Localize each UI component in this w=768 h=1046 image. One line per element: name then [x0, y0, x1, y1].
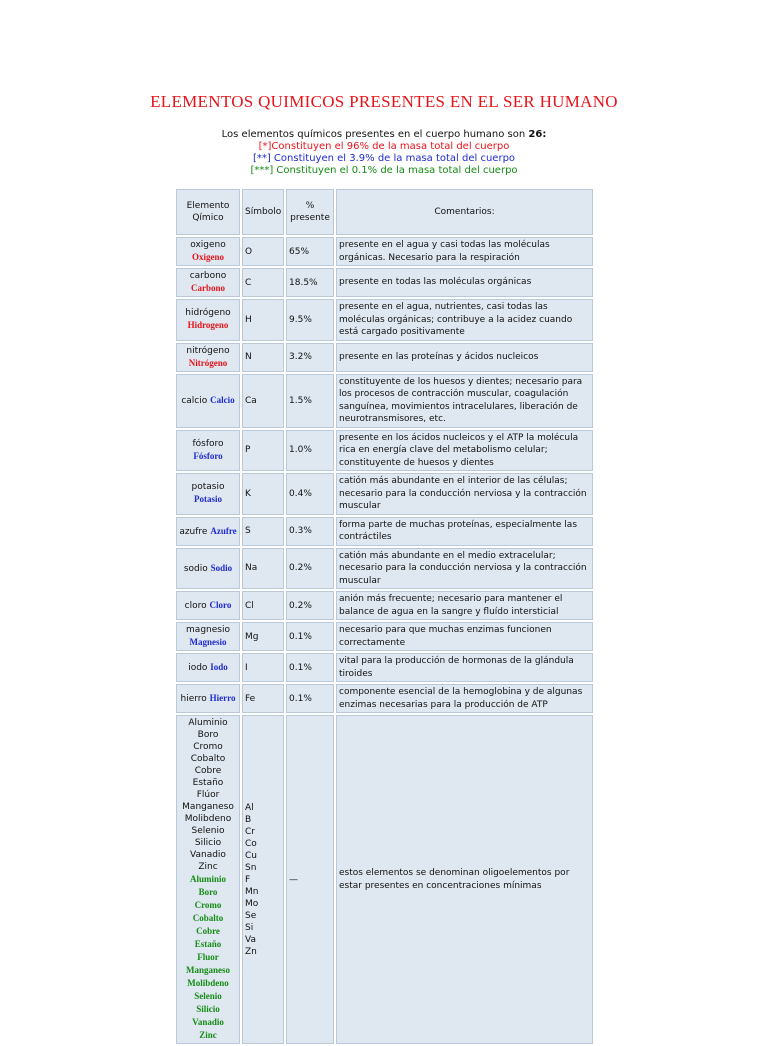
comment-cell: componente esencial de la hemoglobina y de algunas enzimas necesarias para la producción de ATP [336, 684, 593, 713]
symbol-cell: P [242, 430, 284, 472]
element-name: iodo [188, 663, 208, 673]
element-name: azufre [179, 526, 208, 537]
intro-line [0, 129, 768, 141]
element-latin-name: Molibdeno [187, 978, 229, 988]
symbol-cell: Fe [242, 684, 284, 713]
element-latin-name: Cobalto [192, 913, 224, 923]
element-latin-name: Estaño [194, 939, 222, 949]
comment-cell: presente en todas las moléculas orgánicas [336, 268, 593, 297]
element-latin-name: Sodio [210, 562, 233, 573]
percent-cell: 0.2% [286, 548, 334, 590]
symbol-cell: Na [242, 548, 284, 590]
percent-cell: 0.3% [286, 517, 334, 546]
element-symbol: F [245, 874, 251, 885]
comment-cell: anión más frecuente; necesario para mantener el balance de agua en la sangre y fluído intersticial [336, 591, 593, 620]
percent-cell: 0.1% [286, 622, 334, 651]
element-name-cell [176, 548, 240, 590]
symbol-cell: Ca [242, 374, 284, 428]
element-name: fósforo [192, 438, 224, 449]
intro-line-blue: [**] Constituyen el 3.9% de la masa total del cuerpo [252, 153, 516, 164]
element-name: Manganeso [182, 802, 234, 812]
element-name-cell [176, 430, 240, 472]
element-name-cell [176, 653, 240, 682]
symbol-cell: Cl [242, 591, 284, 620]
element-name-cell [176, 237, 240, 266]
element-name: Aluminio [188, 718, 228, 728]
element-name-cell [176, 517, 240, 546]
element-symbol: Cr [245, 826, 255, 837]
element-latin-name: Aluminio [189, 874, 226, 884]
percent-cell: 0.1% [286, 653, 334, 682]
element-latin-name: Zinc [199, 1030, 217, 1040]
comment-cell: catión más abundante en el interior de las células; necesario para la conducción nerviosa y la contracción muscular [336, 473, 593, 515]
intro-prefix: Los elementos químicos presentes en el cuerpo humano son [221, 129, 526, 140]
element-name-cell [176, 684, 240, 713]
element-name: hidrógeno [185, 308, 231, 319]
percent-cell: 65% [286, 237, 334, 266]
element-name-cell [176, 299, 240, 341]
table-row [176, 299, 593, 341]
table-row-trace-elements [176, 715, 593, 1044]
page-title: ELEMENTOS QUIMICOS PRESENTES EN EL SER HUMANO [150, 92, 618, 111]
comment-cell: constituyente de los huesos y dientes; necesario para los procesos de contracción muscular, coagulación sanguínea, movimientos intracelulares, liberación de neurotransmisores, etc. [336, 374, 593, 428]
percent-cell: 1.5% [286, 374, 334, 428]
element-name: Cobalto [190, 754, 226, 764]
element-name-cell [176, 473, 240, 515]
element-symbol: Zn [245, 946, 257, 957]
element-name-cell [176, 622, 240, 651]
intro-count: 26 [528, 129, 543, 140]
element-latin-name: Cloro [209, 600, 232, 610]
elements-table [174, 187, 595, 1046]
element-latin-name: Hidrogeno [187, 320, 229, 331]
header-comments: Comentarios: [336, 189, 593, 235]
element-name: Zinc [198, 862, 218, 872]
element-name: Boro [197, 730, 219, 740]
element-symbol: Va [245, 934, 256, 945]
intro-block [0, 129, 768, 177]
element-name: Estaño [192, 778, 224, 788]
table-row [176, 374, 593, 428]
element-latin-name: Carbono [190, 283, 225, 293]
element-name: nitrógeno [186, 345, 230, 356]
table-row [176, 343, 593, 372]
element-name-cell [176, 374, 240, 428]
element-symbol: Mo [245, 898, 259, 909]
element-latin-name: Hierro [209, 693, 236, 703]
element-name: Vanadio [190, 850, 226, 860]
element-name: Silicio [194, 838, 222, 848]
element-name: Flúor [196, 790, 220, 800]
element-name-cell [176, 343, 240, 372]
element-name: magnesio [186, 625, 230, 635]
element-latin-name: Calcio [210, 395, 235, 405]
intro-line-green: [***] Constituyen el 0.1% de la masa total del cuerpo [250, 165, 518, 176]
element-latin-name: Cobre [196, 926, 220, 936]
percent-cell: 0.2% [286, 591, 334, 620]
table-row [176, 548, 593, 590]
element-symbol: Si [245, 922, 254, 933]
element-latin-name: Magnesio [189, 637, 227, 647]
element-symbol: Mn [245, 886, 259, 897]
header-symbol: Símbolo [242, 189, 284, 235]
element-latin-name: Fósforo [193, 450, 223, 461]
element-symbol: Cu [245, 850, 257, 861]
element-latin-name: Vanadio [192, 1017, 224, 1027]
element-latin-name: Manganeso [185, 965, 230, 975]
symbol-cell: C [242, 268, 284, 297]
percent-cell: 0.1% [286, 684, 334, 713]
element-symbol: B [245, 814, 252, 825]
element-latin-name: Iodo [210, 662, 228, 672]
symbol-cell: K [242, 473, 284, 515]
element-latin-name: Selenio [194, 991, 222, 1001]
percent-cell: 18.5% [286, 268, 334, 297]
table-header-row [176, 189, 593, 235]
element-name: Cromo [193, 742, 223, 752]
symbol-cell: I [242, 653, 284, 682]
element-symbol: Sn [245, 862, 257, 873]
element-symbol: Al [245, 802, 254, 813]
symbol-cell: O [242, 237, 284, 266]
comment-cell: presente en el agua, nutrientes, casi todas las moléculas orgánicas; contribuye a la acidez cuando está cargado positivamente [336, 299, 593, 341]
symbol-cell: N [242, 343, 284, 372]
comment-cell: estos elementos se denominan oligoelementos por estar presentes en concentraciones mínimas [336, 715, 593, 1044]
symbol-cell: Mg [242, 622, 284, 651]
element-symbol: Co [245, 838, 257, 849]
element-latin-name: Potasio [194, 494, 222, 505]
percent-cell: 3.2% [286, 343, 334, 372]
percent-cell: 9.5% [286, 299, 334, 341]
comment-cell: catión más abundante en el medio extracelular; necesario para la conducción nerviosa y la contracción muscular [336, 548, 593, 590]
comment-cell: necesario para que muchas enzimas funcionen correctamente [336, 622, 593, 651]
table-row [176, 653, 593, 682]
table-row [176, 268, 593, 297]
element-name-cell [176, 715, 240, 1044]
element-symbol: Se [245, 910, 257, 921]
element-latin-name: Silicio [196, 1004, 220, 1014]
intro-line-red: [*]Constituyen el 96% de la masa total del cuerpo [258, 141, 510, 152]
symbol-cell: H [242, 299, 284, 341]
element-name-cell [176, 591, 240, 620]
element-name: carbono [189, 271, 227, 281]
element-latin-name: Oxigeno [191, 252, 224, 262]
comment-cell: presente en los ácidos nucleicos y el ATP la molécula rica en energía clave del metabolismo celular; constituyente de huesos y dientes [336, 430, 593, 472]
element-latin-name: Fluor [197, 952, 219, 962]
comment-cell: presente en las proteínas y ácidos nucleicos [336, 343, 593, 372]
element-latin-name: Cromo [194, 900, 222, 910]
element-latin-name: Azufre [210, 525, 237, 536]
element-name: Selenio [191, 826, 225, 836]
comment-cell: vital para la producción de hormonas de la glándula tiroides [336, 653, 593, 682]
comment-cell: presente en el agua y casi todas las moléculas orgánicas. Necesario para la respiración [336, 237, 593, 266]
percent-cell: 1.0% [286, 430, 334, 472]
element-latin-name: Boro [198, 887, 218, 897]
element-name: sodio [183, 563, 208, 574]
element-name: Cobre [194, 766, 222, 776]
table-row [176, 591, 593, 620]
element-name: potasio [191, 482, 225, 493]
percent-cell: — [286, 715, 334, 1044]
table-row [176, 237, 593, 266]
header-percent: % presente [286, 189, 334, 235]
comment-cell: forma parte de muchas proteínas, especialmente las contráctiles [336, 517, 593, 546]
element-name: oxigeno [190, 240, 226, 250]
table-row [176, 684, 593, 713]
element-name: Molibdeno [184, 814, 232, 824]
element-name-cell [176, 268, 240, 297]
table-row [176, 622, 593, 651]
element-name: cloro [184, 601, 207, 611]
element-name: calcio [181, 396, 208, 406]
element-latin-name: Nitrógeno [188, 357, 228, 368]
table-row [176, 430, 593, 472]
table-row [176, 473, 593, 515]
intro-suffix: : [542, 129, 547, 140]
element-name: hierro [180, 694, 207, 704]
percent-cell: 0.4% [286, 473, 334, 515]
header-element: Elemento Qímico [176, 189, 240, 235]
symbol-cell [242, 715, 284, 1044]
table-row [176, 517, 593, 546]
symbol-cell: S [242, 517, 284, 546]
